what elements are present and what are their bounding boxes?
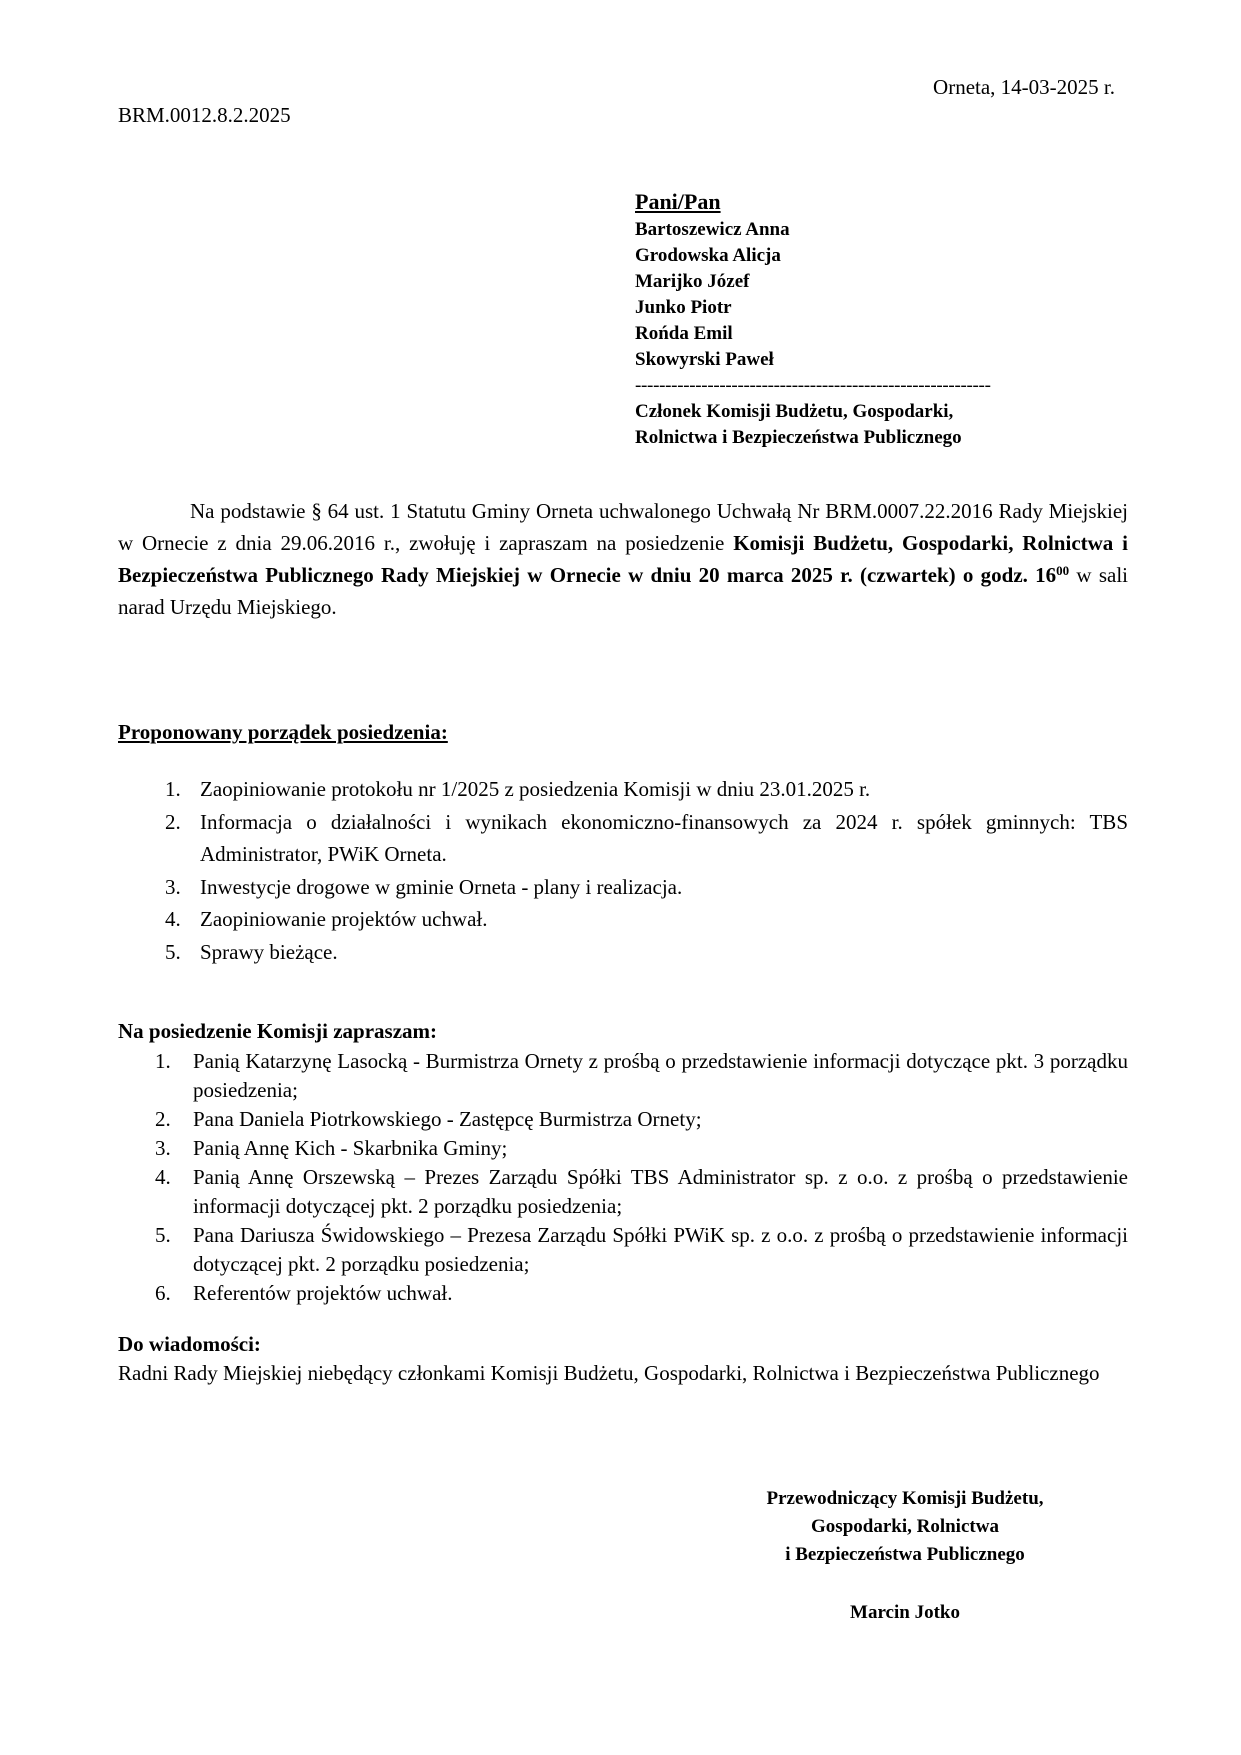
recipient-name: Junko Piotr (635, 297, 732, 318)
agenda-item (165, 903, 1128, 936)
agenda-item-text: Informacja o działalności i wynikach ekonomiczno-finansowych za 2024 r. spółek gminnych: TBS Administrator, PWiK Orneta. (200, 809, 1128, 866)
agenda-item-number: 4. (165, 907, 181, 931)
agenda-list (165, 773, 1128, 968)
convocation-paragraph (118, 495, 1128, 623)
invitees-heading: Na posiedzenie Komisji zapraszam: (118, 1019, 438, 1043)
recipient-name: Bartoszewicz Anna (635, 219, 790, 240)
recipients-block (635, 187, 1135, 451)
separator-line: ----------------------------------------------------------- (635, 375, 991, 396)
signatory-name: Marcin Jotko (850, 1602, 960, 1623)
recipient-role: Rolnictwa i Bezpieczeństwa Publicznego (635, 427, 962, 448)
agenda-item (165, 773, 1128, 806)
agenda-item (165, 806, 1128, 871)
invitee-item-number: 4. (155, 1165, 171, 1189)
invitee-item-text: Pana Dariusza Świdowskiego – Prezesa Zarządu Spółki PWiK sp. z o.o. z prośbą o przedstawienie informacji dotyczącej pkt. 2 porządku posiedzenia; (193, 1223, 1128, 1276)
invitee-item-text: Panią Annę Orszewską – Prezes Zarządu Spółki TBS Administrator sp. z o.o. z prośbą o przedstawienie informacji dotyczącej pkt. 2 porządku posiedzenia; (193, 1165, 1128, 1218)
document-reference: BRM.0012.8.2.2025 (118, 103, 291, 127)
agenda-item-text: Sprawy bieżące. (200, 939, 338, 964)
invitee-item-text: Pana Daniela Piotrkowskiego - Zastępcę Burmistrza Ornety; (193, 1107, 702, 1131)
convocation-text: Na podstawie § 64 ust. 1 Statutu Gminy Orneta uchwalonego Uchwałą Nr BRM.0007.22.2016 Rady Miejskiej w Ornecie z dnia 29.06.2016 r., zwołuję i zapraszam na posiedzenie (118, 499, 1128, 555)
agenda-item-text: Zaopiniowanie projektów uchwał. (200, 907, 488, 931)
invitee-item-number: 2. (155, 1107, 171, 1131)
invitee-item (155, 1105, 1128, 1134)
invitee-item-number: 6. (155, 1281, 171, 1305)
agenda-item-number: 3. (165, 874, 181, 899)
signature-title: Gospodarki, Rolnictwa (811, 1516, 999, 1537)
invitees-list (155, 1047, 1128, 1308)
invitee-item (155, 1221, 1128, 1279)
invitee-item-text: Panią Katarzynę Lasocką - Burmistrza Ornety z prośbą o przedstawienie informacji dotyczące pkt. 3 porządku posiedzenia; (193, 1049, 1128, 1102)
agenda-heading: Proponowany porządek posiedzenia: (118, 720, 448, 744)
agenda-item-number: 2. (165, 809, 181, 834)
signature-title: Przewodniczący Komisji Budżetu, (766, 1488, 1044, 1509)
agenda-item-text: Inwestycje drogowe w gminie Orneta - plany i realizacja. (200, 874, 683, 899)
notice-block (118, 1330, 1128, 1388)
recipient-role: Członek Komisji Budżetu, Gospodarki, (635, 401, 954, 422)
recipient-name: Marijko Józef (635, 271, 750, 292)
agenda-item-number: 5. (165, 939, 181, 964)
recipients-heading: Pani/Pan (635, 189, 721, 214)
signature-block (705, 1485, 1105, 1627)
invitee-item-text: Panią Annę Kich - Skarbnika Gminy; (193, 1136, 508, 1160)
agenda-item (165, 871, 1128, 904)
invitee-item-number: 1. (155, 1049, 171, 1073)
invitee-item (155, 1047, 1128, 1105)
invitee-item-text: Referentów projektów uchwał. (193, 1281, 453, 1305)
recipient-name: Rońda Emil (635, 323, 733, 344)
convocation-meeting-details: Komisji Budżetu, Gospodarki, Rolnictwa i Bezpieczeństwa Publicznego Rady Miejskiej w Ornecie w dniu 20 marca 2025 r. (czwartek) o godz. 16 (118, 531, 1128, 587)
time-minutes-superscript: 00 (1056, 563, 1070, 578)
notice-text: Radni Rady Miejskiej niebędący członkami Komisji Budżetu, Gospodarki, Rolnictwa i Bezpieczeństwa Publicznego (118, 1361, 1100, 1385)
signature-title: i Bezpieczeństwa Publicznego (785, 1544, 1025, 1565)
invitee-item-number: 5. (155, 1223, 171, 1247)
place-date: Orneta, 14-03-2025 r. (933, 75, 1115, 99)
invitee-item (155, 1134, 1128, 1163)
invitee-item (155, 1163, 1128, 1221)
convocation-location: w sali narad Urzędu Miejskiego. (118, 563, 1129, 619)
agenda-item-number: 1. (165, 777, 181, 801)
recipient-name: Skowyrski Paweł (635, 349, 774, 370)
invitee-item-number: 3. (155, 1136, 171, 1160)
invitee-item (155, 1279, 1128, 1308)
agenda-item-text: Zaopiniowanie protokołu nr 1/2025 z posiedzenia Komisji w dniu 23.01.2025 r. (200, 777, 871, 801)
agenda-item (165, 936, 1128, 969)
notice-heading: Do wiadomości: (118, 1332, 261, 1356)
recipient-name: Grodowska Alicja (635, 245, 781, 266)
